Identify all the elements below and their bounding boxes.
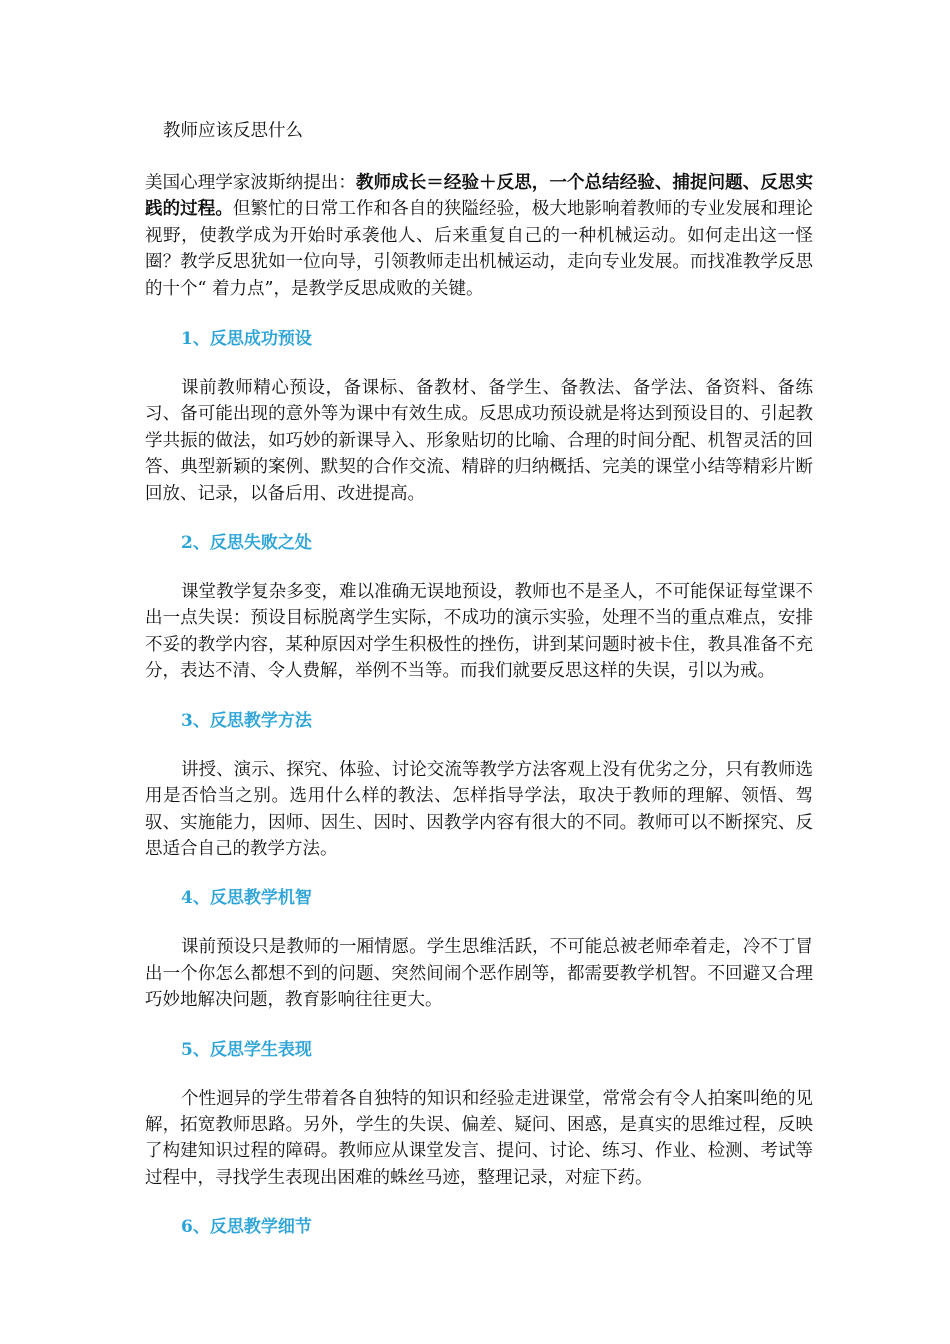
section-heading: 2、反思失败之处	[181, 533, 312, 554]
section-4	[145, 885, 813, 1013]
section-6	[145, 1214, 813, 1240]
section-3	[145, 708, 813, 863]
intro-emphasis: 教师成长＝经验＋反思，一个总结经验、捕捉问题、反思实践的过程。	[145, 173, 814, 220]
section-1	[145, 326, 813, 507]
section-body: 课前教师精心预设，备课标、备教材、备学生、备教法、备学法、备资料、备练习、备可能出现的意外等为课中有效生成。反思成功预设就是将达到预设目的、引起教学共振的做法，如巧妙的新课导入、形象贴切的比喻、合理的时间分配、机智灵活的回答、典型新颖的案例、默契的合作交流、精辟的归纳概括、完美的课堂小结等精彩片断回放、记录，以备后用、改进提高。	[145, 378, 813, 504]
document-title: 教师应该反思什么	[163, 121, 303, 141]
section-heading: 3、反思教学方法	[181, 710, 312, 731]
section-heading: 6、反思教学细节	[181, 1217, 312, 1238]
intro-lead: 美国心理学家波斯纳提出：	[145, 173, 356, 193]
document-page	[145, 118, 813, 1263]
intro-rest: 但繁忙的日常工作和各自的狭隘经验，极大地影响着教师的专业发展和理论视野，使教学成为开始时承袭他人、后来重复自己的一种机械运动。如何走出这一怪圈？教学反思犹如一位向导，引领教师走出机械运动，走向专业发展。而找准教学反思的十个“ 着力点”，是教学反思成败的关键。	[145, 199, 813, 299]
section-heading: 4、反思教学机智	[181, 888, 312, 909]
section-body: 个性迥异的学生带着各自独特的知识和经验走进课堂，常常会有令人拍案叫绝的见解，拓宽教师思路。另外，学生的失误、偏差、疑问、困惑，是真实的思维过程，反映了构建知识过程的障碍。教师应从课堂发言、提问、讨论、练习、作业、检测、考试等过程中，寻找学生表现出困难的蛛丝马迹，整理记录，对症下药。	[145, 1088, 813, 1188]
section-5	[145, 1037, 813, 1192]
section-body: 讲授、演示、探究、体验、讨论交流等教学方法客观上没有优劣之分，只有教师选用是否恰当之别。选用什么样的教法、怎样指导学法，取决于教师的理解、领悟、驾驭、实施能力，因师、因生、因时、因教学内容有很大的不同。教师可以不断探究、反思适合自己的教学方法。	[145, 759, 813, 859]
section-heading: 5、反思学生表现	[181, 1039, 312, 1060]
section-heading: 1、反思成功预设	[181, 329, 312, 350]
section-body: 课前预设只是教师的一厢情愿。学生思维活跃，不可能总被老师牵着走，冷不丁冒出一个你怎么都想不到的问题、突然间闹个恶作剧等，都需要教学机智。不回避又合理巧妙地解决问题，教育影响往往更大。	[145, 937, 813, 1011]
intro-paragraph	[145, 170, 813, 302]
section-2	[145, 530, 813, 685]
section-body: 课堂教学复杂多变，难以准确无误地预设，教师也不是圣人，不可能保证每堂课不出一点失误：预设目标脱离学生实际，不成功的演示实验，处理不当的重点难点，安排不妥的教学内容，某种原因对学生积极性的挫伤，讲到某问题时被卡住，教具准备不充分，表达不清、令人费解，举例不当等。而我们就要反思这样的失误，引以为戒。	[145, 582, 813, 682]
